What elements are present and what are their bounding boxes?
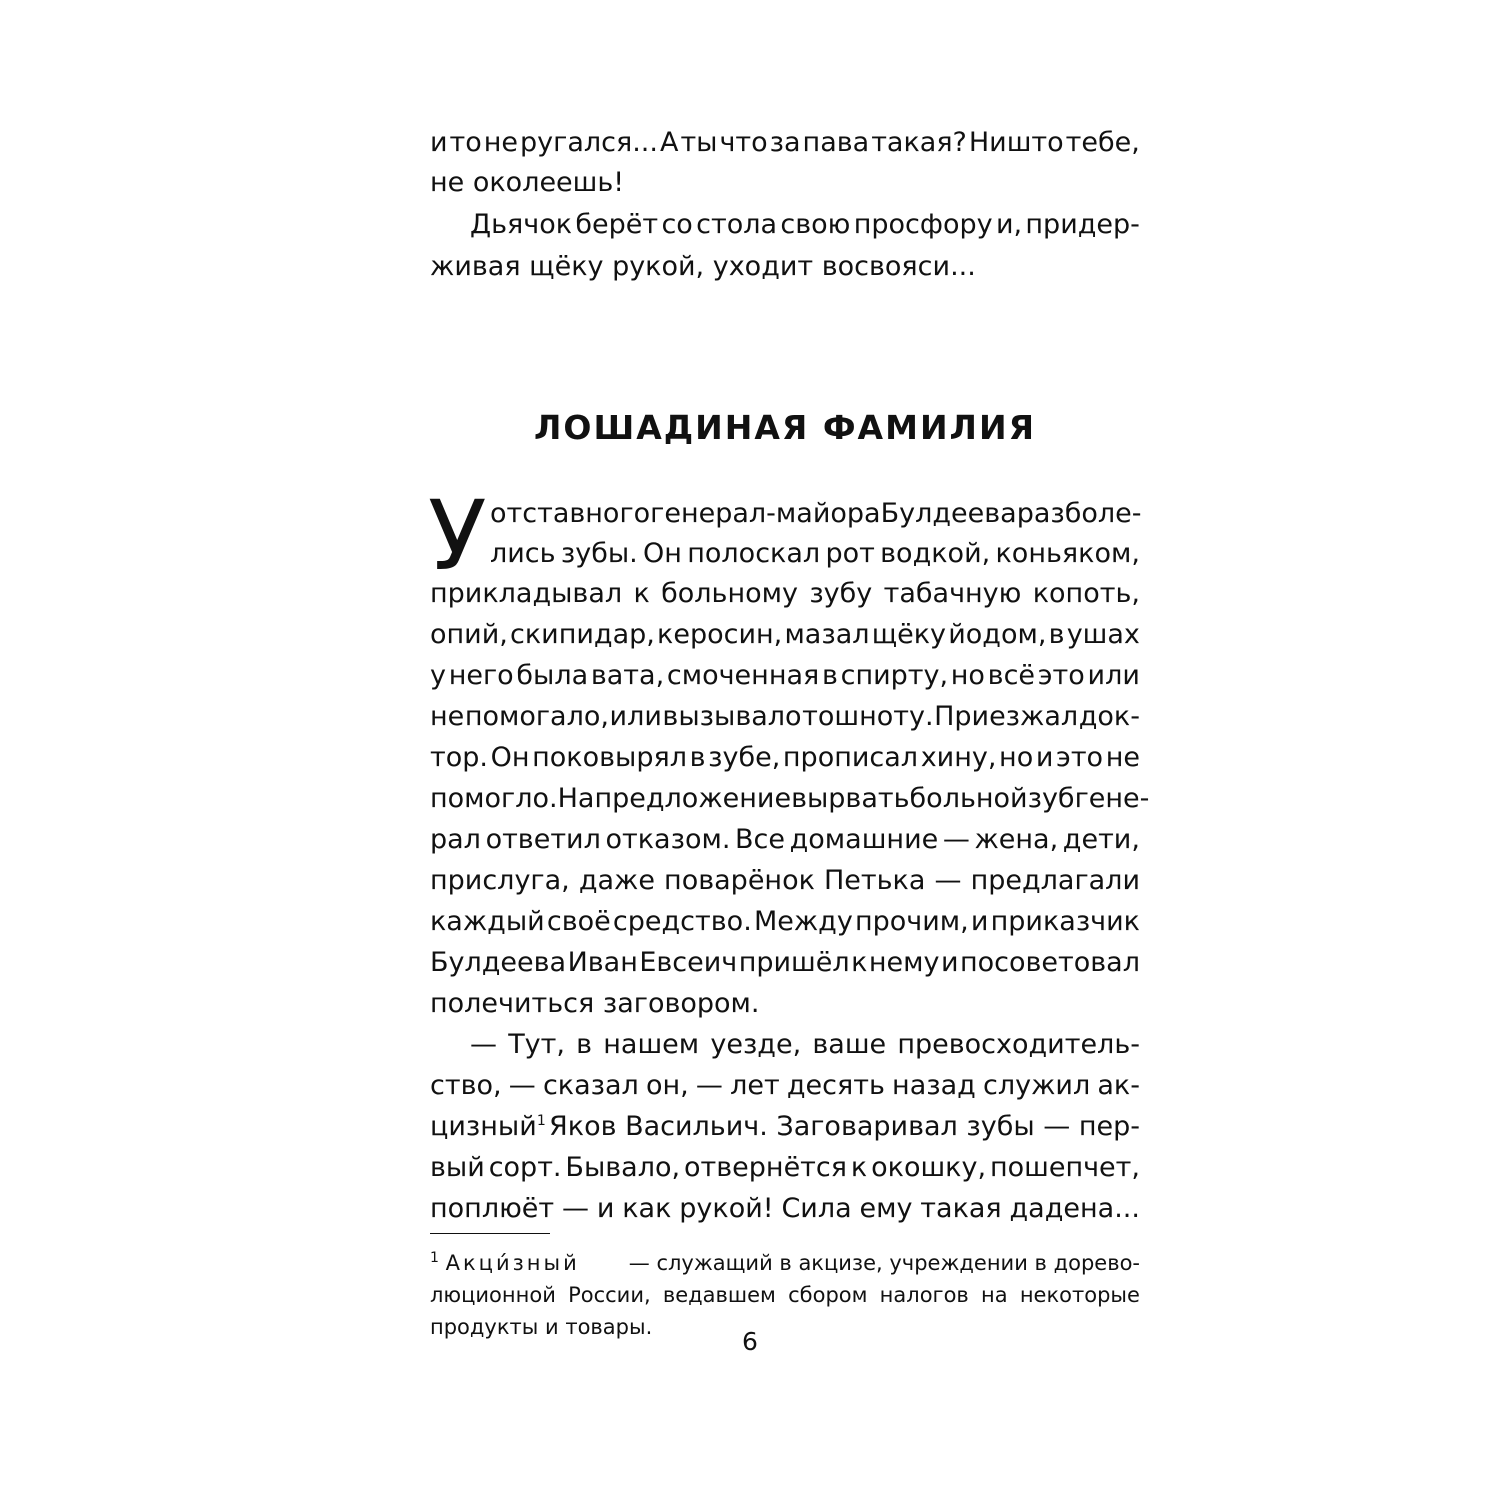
word: — [562,1193,589,1224]
word: всё [987,660,1036,691]
word: или [609,701,662,732]
word: и [970,906,989,937]
footnote-ref: 1 [536,1113,546,1129]
word: опий, [430,619,508,650]
word: не [430,701,465,732]
word: вата, [590,660,665,691]
word: просфору [853,209,993,240]
word: рукой! [679,1193,774,1224]
word: люционной [430,1283,556,1307]
text-line: живая щёку рукой, уходит восвояси... [430,251,976,282]
word: свою [780,209,851,240]
word: такая [920,1193,1002,1224]
word: ему [859,1193,913,1224]
word: каждый [430,906,545,937]
word: больному [661,578,798,609]
word: к [851,947,868,978]
word: полоскал [687,538,821,569]
text-line [430,820,1140,860]
word: зубу [809,578,873,609]
word: что [719,127,768,158]
word: — [942,824,970,855]
word: лет [730,1070,780,1101]
text-line [430,697,1140,737]
word: спирту, [840,660,949,691]
word: Иван [567,947,638,978]
footnote-text: — служащий в акцизе, учреждении в дорево- [628,1251,1140,1275]
word: это [1037,660,1085,691]
word: назад [892,1070,976,1101]
word: рот [825,538,875,569]
word: Ништо [968,127,1064,158]
word: или [1087,660,1140,691]
word: и [1035,742,1054,773]
word: в [576,1029,593,1060]
word: док- [1078,701,1140,732]
word: сказал [542,1070,639,1101]
text-line [430,656,1140,696]
word: Между [753,906,853,937]
word: превосходитель- [897,1029,1140,1060]
word: помогло. [430,783,558,814]
word: вырвать [791,783,910,814]
word: берёт [575,209,659,240]
word: то [449,127,482,158]
word: жена, [974,824,1059,855]
word: в [821,660,838,691]
word: На [557,783,595,814]
word: но [999,742,1034,773]
word: керосин, [657,619,783,650]
footnote-term: Акци́зный [445,1251,580,1275]
word: отказом. [605,824,731,855]
word: Тут, [508,1029,565,1060]
word: мазал [784,619,870,650]
word: зубе, [708,742,781,773]
word: ство, [430,1070,502,1101]
word: Бывало, [565,1152,681,1183]
word: тор. [430,742,488,773]
word: ушах [1066,619,1140,650]
word: Сила [781,1193,852,1224]
word: смоченная [666,660,820,691]
word: даже [578,865,655,896]
text-line [430,779,1150,819]
text-line [430,1025,1140,1065]
word: ты [680,127,718,158]
word: табачную [883,578,1022,609]
word: Приезжал [934,701,1079,732]
word: окошку, [871,1152,987,1183]
word: отставного [490,498,651,529]
word: за [769,127,801,158]
word: Дьячок [470,209,573,240]
word: поплюёт [430,1193,555,1224]
footnote-head [430,1248,580,1279]
word: ак- [1097,1070,1140,1101]
word: Евсеич [639,947,738,978]
word: и [430,127,448,158]
word: водкой, [880,538,991,569]
word: ваше [812,1029,887,1060]
word: вызывало [662,701,802,732]
word: сбором [788,1283,868,1307]
word: копоть, [1032,578,1140,609]
word: нашем [603,1029,700,1060]
text-line: не околеешь! [430,167,625,198]
word: нему [868,947,940,978]
footnote-line: продукты и товары. [430,1315,653,1339]
word: отвернётся [684,1152,847,1183]
word: десять [786,1070,885,1101]
word: пава [802,127,870,158]
word: — [470,1029,497,1060]
text-line [430,861,1140,901]
word: налогов [879,1283,969,1307]
word: поварёнок [664,865,815,896]
page-number: 6 [742,1327,758,1356]
text-line [430,738,1140,778]
word: домашние [789,824,939,855]
text-fragment: Яков Васильич. Заговаривал зубы — пер- [549,1111,1140,1142]
word: лись [490,538,556,569]
word: приказчик [990,906,1140,937]
word: была [516,660,589,691]
text-line: полечиться заговором. [430,988,760,1019]
word: него [448,660,514,691]
word: зуб [1027,783,1075,814]
word: в [689,742,706,773]
word: Булдеева [880,498,1017,529]
word: средство. [612,906,752,937]
word: рал [430,824,481,855]
word: со [661,209,693,240]
footnote-line [430,1280,1140,1311]
word: дети, [1062,824,1140,855]
word: дадена... [1009,1193,1140,1224]
text-line [430,574,1140,614]
word: не [483,127,519,158]
word: — [934,865,962,896]
word: России, [568,1283,651,1307]
word: гене- [1074,783,1150,814]
word: предложение [594,783,792,814]
word: сорт. [488,1152,562,1183]
word: разболе- [1016,498,1142,529]
word: коньяком, [995,538,1140,569]
word: Петька [824,865,926,896]
word: в [1048,619,1065,650]
word: зубы. [560,538,638,569]
word: щёку [871,619,947,650]
footnote-rule [430,1233,550,1234]
word: тошноту. [802,701,934,732]
word: Булдеева [430,947,567,978]
word: это [1056,742,1104,773]
word: помогало, [464,701,609,732]
word: ответил [485,824,601,855]
word: как [622,1193,672,1224]
text-fragment [430,1107,546,1147]
text-line [430,1189,1140,1229]
word: служил [983,1070,1091,1101]
word: прикладывал [430,578,623,609]
word: больной [909,783,1028,814]
word: некоторые [1019,1283,1140,1307]
word: стола [696,209,778,240]
word: ведавшем [662,1283,776,1307]
text-line [490,494,1140,534]
word: на [981,1283,1008,1307]
word: не [1105,742,1140,773]
text-line [430,902,1140,942]
word: — [508,1070,536,1101]
word: к [633,578,650,609]
text-fragment-word: цизный [430,1111,537,1142]
word: и [596,1193,615,1224]
word: Он [643,538,682,569]
word: у [430,660,446,691]
text-line [430,1148,1140,1188]
word: пошепчет, [989,1152,1140,1183]
text-line [430,205,1140,245]
word: придер- [1025,209,1140,240]
text-line-with-footnote [430,1107,1140,1147]
word: поковырял [532,742,687,773]
word: предлагали [970,865,1140,896]
word: ругался... [520,127,658,158]
word: йодом, [948,619,1047,650]
word: к [850,1152,868,1183]
word: посоветовал [959,947,1140,978]
text-line [430,943,1140,983]
word: Все [735,824,786,855]
word: А [659,127,679,158]
word: тебе, [1065,127,1140,158]
word: прислуга, [430,865,570,896]
footnote-marker: 1 [430,1250,439,1266]
word: вый [430,1152,485,1183]
word: прописал [782,742,919,773]
word: но [950,660,985,691]
word: прочим, [854,906,969,937]
word: уезде, [710,1029,802,1060]
text-line [430,123,1140,163]
text-line [490,534,1140,574]
word: скипидар, [510,619,655,650]
text-line [430,615,1140,655]
word: он, [645,1070,689,1101]
word: генерал-майора [650,498,881,529]
chapter-title: ЛОШАДИНАЯ ФАМИЛИЯ [534,408,1036,447]
footnote-line [430,1248,1140,1279]
word: пришёл [738,947,850,978]
word: хину, [920,742,997,773]
word: и [940,947,959,978]
drop-cap: У [428,480,487,592]
word: — [695,1070,723,1101]
word: своё [546,906,611,937]
word: Он [490,742,530,773]
text-line [430,1066,1140,1106]
word: и, [995,209,1023,240]
word: такая? [871,127,967,158]
